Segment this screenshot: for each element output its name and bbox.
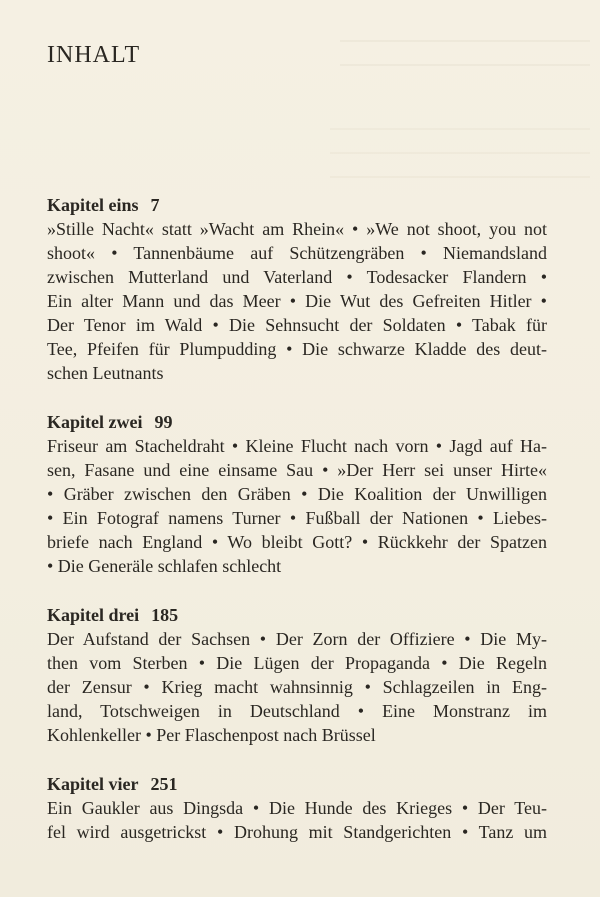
chapter-entry — [47, 193, 547, 385]
chapter-name: Kapitel vier — [47, 774, 139, 794]
chapter-summary-line: Tee, Pfeifen für Plumpudding • Die schwarze Kladde des deut- — [47, 339, 547, 359]
chapter-summary-line: der Zensur • Krieg macht wahnsinnig • Schlagzeilen in Eng- — [47, 677, 547, 697]
chapter-title — [47, 772, 547, 796]
chapter-page-number: 185 — [151, 605, 179, 625]
chapter-summary-line: fel wird ausgetrickst • Drohung mit Standgerichten • Tanz um — [47, 822, 547, 842]
chapter-name: Kapitel eins — [47, 195, 139, 215]
chapter-summary-line: Der Aufstand der Sachsen • Der Zorn der Offiziere • Die My- — [47, 629, 547, 649]
chapter-entry — [47, 603, 547, 747]
chapter-summary-line: Ein alter Mann und das Meer • Die Wut des Gefreiten Hitler • — [47, 291, 547, 311]
chapter-summary-line: Ein Gaukler aus Dingsda • Die Hunde des Krieges • Der Teu- — [47, 798, 547, 818]
chapter-summary-line: Kohlenkeller • Per Flaschenpost nach Brüssel — [47, 725, 376, 745]
chapter-page-number: 99 — [154, 412, 173, 432]
chapter-title — [47, 603, 547, 627]
show-through-texture — [330, 110, 590, 190]
chapter-summary-line: briefe nach England • Wo bleibt Gott? • Rückkehr der Spatzen — [47, 532, 547, 552]
chapter-summary-line: Der Tenor im Wald • Die Sehnsucht der Soldaten • Tabak für — [47, 315, 547, 335]
chapter-page-number: 7 — [150, 195, 160, 215]
chapter-summary-line: shoot« • Tannenbäume auf Schützengräben • Niemandsland — [47, 243, 547, 263]
chapter-title — [47, 193, 547, 217]
chapter-summary-line: • Ein Fotograf namens Turner • Fußball der Nationen • Liebes- — [47, 508, 547, 528]
chapter-summary-line: sen, Fasane und eine einsame Sau • »Der Herr sei unser Hirte« — [47, 460, 547, 480]
chapter-summary-line: • Die Generäle schlafen schlecht — [47, 556, 282, 576]
chapter-page-number: 251 — [150, 774, 178, 794]
chapter-name: Kapitel drei — [47, 605, 140, 625]
chapter-summary-line: Friseur am Stacheldraht • Kleine Flucht nach vorn • Jagd auf Ha- — [47, 436, 547, 456]
chapter-entry — [47, 772, 547, 844]
chapter-summary-line: schen Leutnants — [47, 363, 164, 383]
chapter-summary-line: • Gräber zwischen den Gräben • Die Koalition der Unwilligen — [47, 484, 547, 504]
chapter-entry — [47, 410, 547, 578]
chapter-summary-line: then vom Sterben • Die Lügen der Propaganda • Die Regeln — [47, 653, 547, 673]
chapter-summary-line: land, Totschweigen in Deutschland • Eine Monstranz im — [47, 701, 547, 721]
chapter-summary-line: zwischen Mutterland und Vaterland • Todesacker Flandern • — [47, 267, 547, 287]
chapter-summary-line: »Stille Nacht« statt »Wacht am Rhein« • »We not shoot, you not — [47, 219, 547, 239]
chapter-title — [47, 410, 547, 434]
show-through-texture — [340, 22, 590, 82]
page-title: INHALT — [47, 42, 141, 68]
chapter-name: Kapitel zwei — [47, 412, 143, 432]
